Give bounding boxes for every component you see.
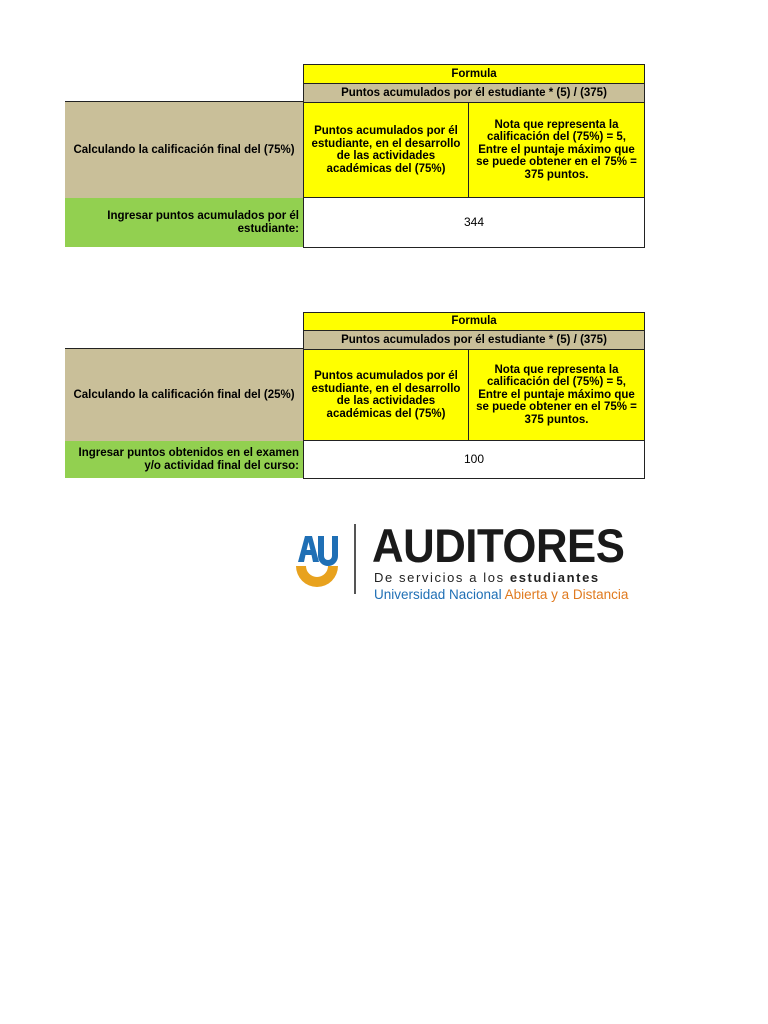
points-description: Puntos acumulados por él estudiante, en el desarrollo de las actividades académicas del (75%) xyxy=(303,350,468,441)
formula-text: Puntos acumulados por él estudiante * (5) / (375) xyxy=(303,331,645,350)
au-emblem-icon xyxy=(292,526,342,590)
formula-text: Puntos acumulados por él estudiante * (5) / (375) xyxy=(303,84,645,103)
exam-points-input[interactable]: 100 xyxy=(303,441,645,479)
tagline-bold: estudiantes xyxy=(509,570,600,585)
university-name xyxy=(374,587,628,602)
points-input[interactable]: 344 xyxy=(303,198,645,248)
logo-divider xyxy=(354,524,356,594)
logo-tagline xyxy=(374,571,600,585)
calc-table-75 xyxy=(65,64,645,248)
calc-table-25 xyxy=(65,312,645,479)
logo-name: AUDITORES xyxy=(372,519,625,572)
input-label: Ingresar puntos acumulados por él estudiante: xyxy=(65,198,303,247)
row-label: Calculando la calificación final del (75%) xyxy=(65,101,303,198)
university-blue-text: Universidad Nacional xyxy=(374,587,505,602)
grade-description: Nota que representa la calificación del (75%) = 5, Entre el puntaje máximo que se puede obtener en el 75% = 375 puntos. xyxy=(468,103,645,198)
formula-title: Formula xyxy=(303,312,645,331)
university-orange-text: Abierta y a Distancia xyxy=(504,587,629,602)
formula-title: Formula xyxy=(303,64,645,84)
points-description: Puntos acumulados por él estudiante, en el desarrollo de las actividades académicas del (75%) xyxy=(303,103,468,198)
row-label: Calculando la calificación final del (25%) xyxy=(65,348,303,441)
grade-description: Nota que representa la calificación del (75%) = 5, Entre el puntaje máximo que se puede obtener en el 75% = 375 puntos. xyxy=(468,350,645,441)
input-label: Ingresar puntos obtenidos en el examen y/o actividad final del curso: xyxy=(65,441,303,478)
tagline-text: De servicios a los xyxy=(374,570,510,585)
auditores-logo xyxy=(292,520,648,610)
